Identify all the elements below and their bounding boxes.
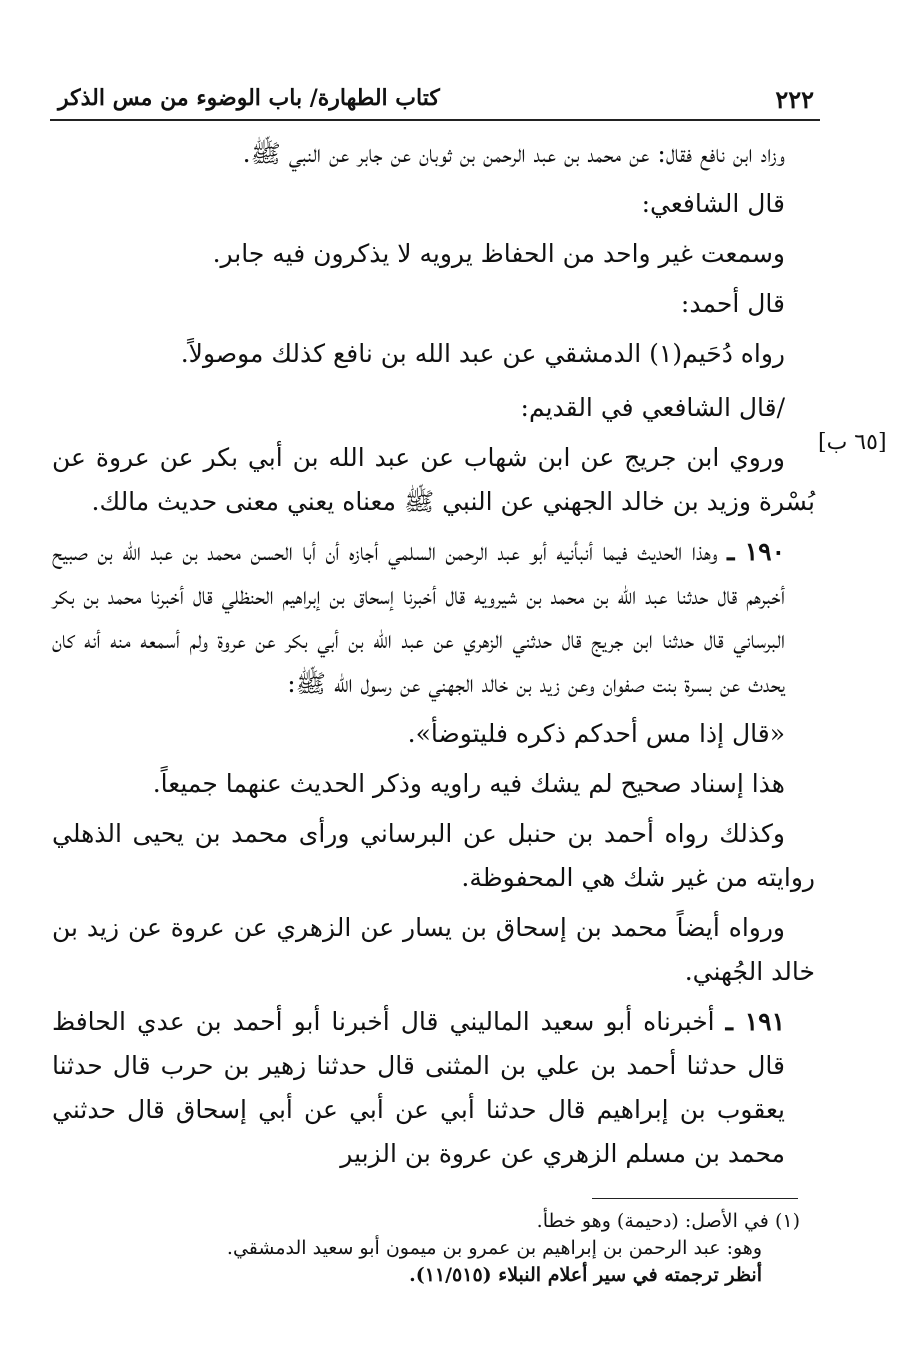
footnote-text: في الأصل: (دحيمة) وهو خطأ. (536, 1210, 769, 1232)
footnote-line: وهو: عبد الرحمن بن إبراهيم بن عمرو بن ميمون أبو سعيد الدمشقي. (226, 1237, 762, 1259)
hadith-number: ١٩٠ ـ (727, 537, 786, 566)
hadith-190 (52, 530, 815, 706)
paragraph: هذا إسناد صحيح لم يشك فيه راويه وذكر الحديث عنهما جميعاً. (152, 769, 785, 798)
hadith-text: وهذا الحديث فيما أنبأنيه أبو عبد الرحمن السلمي أجازه أن أبا الحسن محمد بن عبد الله بن صبيح أخبرهم قال حدثنا عبد الله بن محمد بن شيرويه قال أخبرنا إسحاق بن إبراهيم الحنظلي قال أخبرنا محمد بن بكر البرساني قال حدثنا ابن جريج قال حدثني الزهري عن عبد الله بن أبي بكر عن عروة ولم أسمعه منه أنه كان يحدث عن بسرة بنت صفوان وعن زيد بن خالد الجهني عن رسول الله ﷺ: (52, 537, 785, 698)
paragraph: وروي ابن جريج عن ابن شهاب عن عبد الله بن أبي بكر عن عروة عن بُسْرة وزيد بن خالد الجهني عن النبي ﷺ معناه يعني معنى حديث مالك. (52, 443, 815, 516)
paragraph: قال الشافعي: (641, 189, 785, 218)
hadith-191 (52, 1000, 815, 1176)
footnotes (200, 1208, 800, 1289)
paragraph: قال أحمد: (680, 289, 785, 318)
footnote-divider (592, 1198, 798, 1199)
footnote-1 (200, 1208, 800, 1235)
main-text (52, 132, 815, 1182)
hadith-text: أخبرناه أبو سعيد الماليني قال أخبرنا أبو أحمد بن عدي الحافظ قال حدثنا أحمد بن علي بن المثنى قال حدثنا زهير بن حرب قال حدثنا يعقوب بن إبراهيم قال حدثنا أبي عن أبي عن أبي إسحاق قال حدثني محمد بن مسلم الزهري عن عروة بن الزبير (52, 1007, 785, 1168)
paragraph: وسمعت غير واحد من الحفاظ يرويه لا يذكرون فيه جابر. (212, 239, 785, 268)
paragraph: رواه دُحَيم(١) الدمشقي عن عبد الله بن نافع كذلك موصولاً. (180, 339, 785, 368)
page-number: ٢٢٢ (775, 85, 814, 114)
footnote-line: أنظر ترجمته في سير أعلام النبلاء (١١/٥١٥). (409, 1264, 762, 1286)
paragraph: «قال إذا مس أحدكم ذكره فليتوضأ». (407, 719, 785, 748)
running-title: كتاب الطهارة/ باب الوضوء من مس الذكر (58, 85, 440, 111)
manuscript-folio-note: [٦٥ ب] (818, 430, 887, 455)
hadith-number: ١٩١ ـ (725, 1007, 786, 1036)
page-header (50, 75, 820, 121)
footnote-marker: (١) (774, 1210, 800, 1232)
paragraph: ورواه أيضاً محمد بن إسحاق بن يسار عن الزهري عن عروة عن زيد بن خالد الجُهني. (52, 913, 815, 986)
paragraph: وكذلك رواه أحمد بن حنبل عن البرساني ورأى محمد بن يحيى الذهلي روايته من غير شك هي المحفوظة. (52, 819, 815, 892)
paragraph: /قال الشافعي في القديم: (520, 393, 785, 422)
paragraph: وزاد ابن نافع فقال: عن محمد بن عبد الرحمن بن ثوبان عن جابر عن النبي ﷺ. (242, 139, 785, 168)
